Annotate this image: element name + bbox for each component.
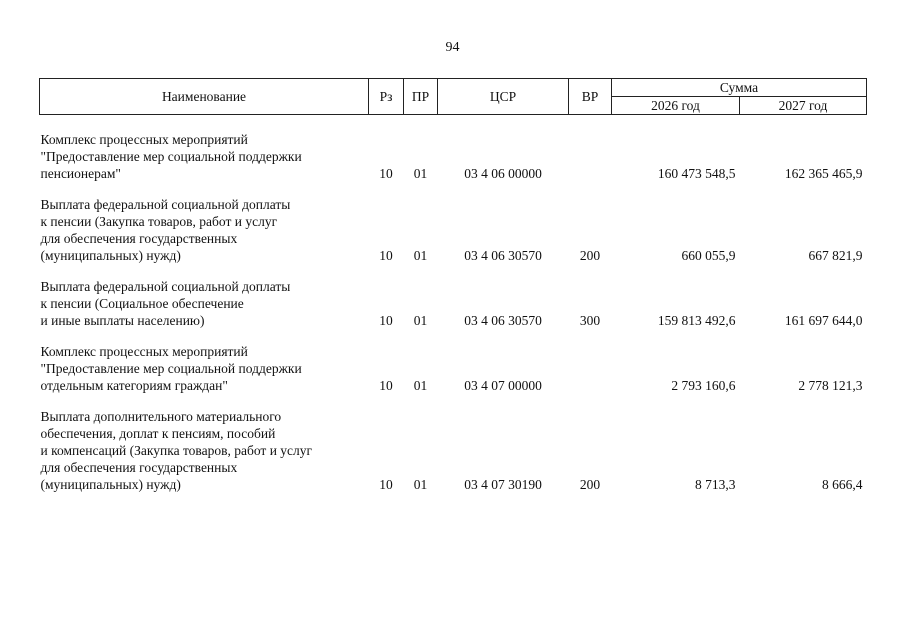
row-name: Выплата дополнительного материального обеспечения, доплат к пенсиям, пособий и компенсаций (Закупка товаров, работ и услуг для обеспечения государственных (муниципальных) нужд) <box>40 409 313 492</box>
row-pr: 01 <box>413 477 428 492</box>
row-amount-2026: 8 713,3 <box>695 477 736 492</box>
header-vr: ВР <box>569 79 612 115</box>
row-csr: 03 4 07 30190 <box>464 477 542 492</box>
row-amount-2026: 2 793 160,6 <box>671 378 736 393</box>
row-csr: 03 4 07 00000 <box>464 378 542 393</box>
row-amount-2026: 160 473 548,5 <box>657 166 736 181</box>
row-csr: 03 4 06 00000 <box>464 166 542 181</box>
row-amount-2027: 161 697 644,0 <box>784 313 863 328</box>
row-rz: 10 <box>379 166 393 181</box>
row-vr <box>569 131 612 182</box>
row-vr: 200 <box>579 248 601 263</box>
row-vr: 200 <box>579 477 601 492</box>
row-amount-2027: 162 365 465,9 <box>784 166 863 181</box>
row-pr: 01 <box>413 248 428 263</box>
row-name: Выплата федеральной социальной доплаты к пенсии (Социальное обеспечение и иные выплаты населению) <box>40 279 291 328</box>
table-header <box>40 79 867 115</box>
row-amount-2027: 2 778 121,3 <box>798 378 863 393</box>
table-row <box>40 278 867 329</box>
row-pr: 01 <box>413 313 428 328</box>
row-amount-2027: 667 821,9 <box>808 248 863 263</box>
row-csr: 03 4 06 30570 <box>464 248 542 263</box>
header-sum: Сумма <box>612 79 867 97</box>
header-rz: Рз <box>369 79 404 115</box>
row-name: Комплекс процессных мероприятий "Предоставление мер социальной поддержки отдельным категориям граждан" <box>40 344 302 393</box>
row-pr: 01 <box>413 378 428 393</box>
table-row <box>40 343 867 394</box>
header-name: Наименование <box>40 79 369 115</box>
header-pr: ПР <box>404 79 438 115</box>
row-pr: 01 <box>413 166 428 181</box>
row-rz: 10 <box>379 248 393 263</box>
row-csr: 03 4 06 30570 <box>464 313 542 328</box>
header-year-2027: 2027 год <box>740 97 867 115</box>
header-csr: ЦСР <box>438 79 569 115</box>
header-year-2026: 2026 год <box>612 97 740 115</box>
budget-table <box>39 78 867 493</box>
row-amount-2027: 8 666,4 <box>822 477 863 492</box>
row-name: Комплекс процессных мероприятий "Предоставление мер социальной поддержки пенсионерам" <box>40 132 302 181</box>
row-rz: 10 <box>379 477 393 492</box>
table-row <box>40 196 867 264</box>
table-row <box>40 131 867 182</box>
row-rz: 10 <box>379 378 393 393</box>
row-amount-2026: 660 055,9 <box>681 248 736 263</box>
row-vr: 300 <box>579 313 601 328</box>
row-rz: 10 <box>379 313 393 328</box>
table-row <box>40 408 867 493</box>
row-amount-2026: 159 813 492,6 <box>657 313 736 328</box>
table-body <box>40 115 867 494</box>
page-number: 94 <box>445 40 460 55</box>
row-vr <box>569 343 612 394</box>
row-name: Выплата федеральной социальной доплаты к пенсии (Закупка товаров, работ и услуг для обеспечения государственных (муниципальных) нужд) <box>40 197 291 263</box>
